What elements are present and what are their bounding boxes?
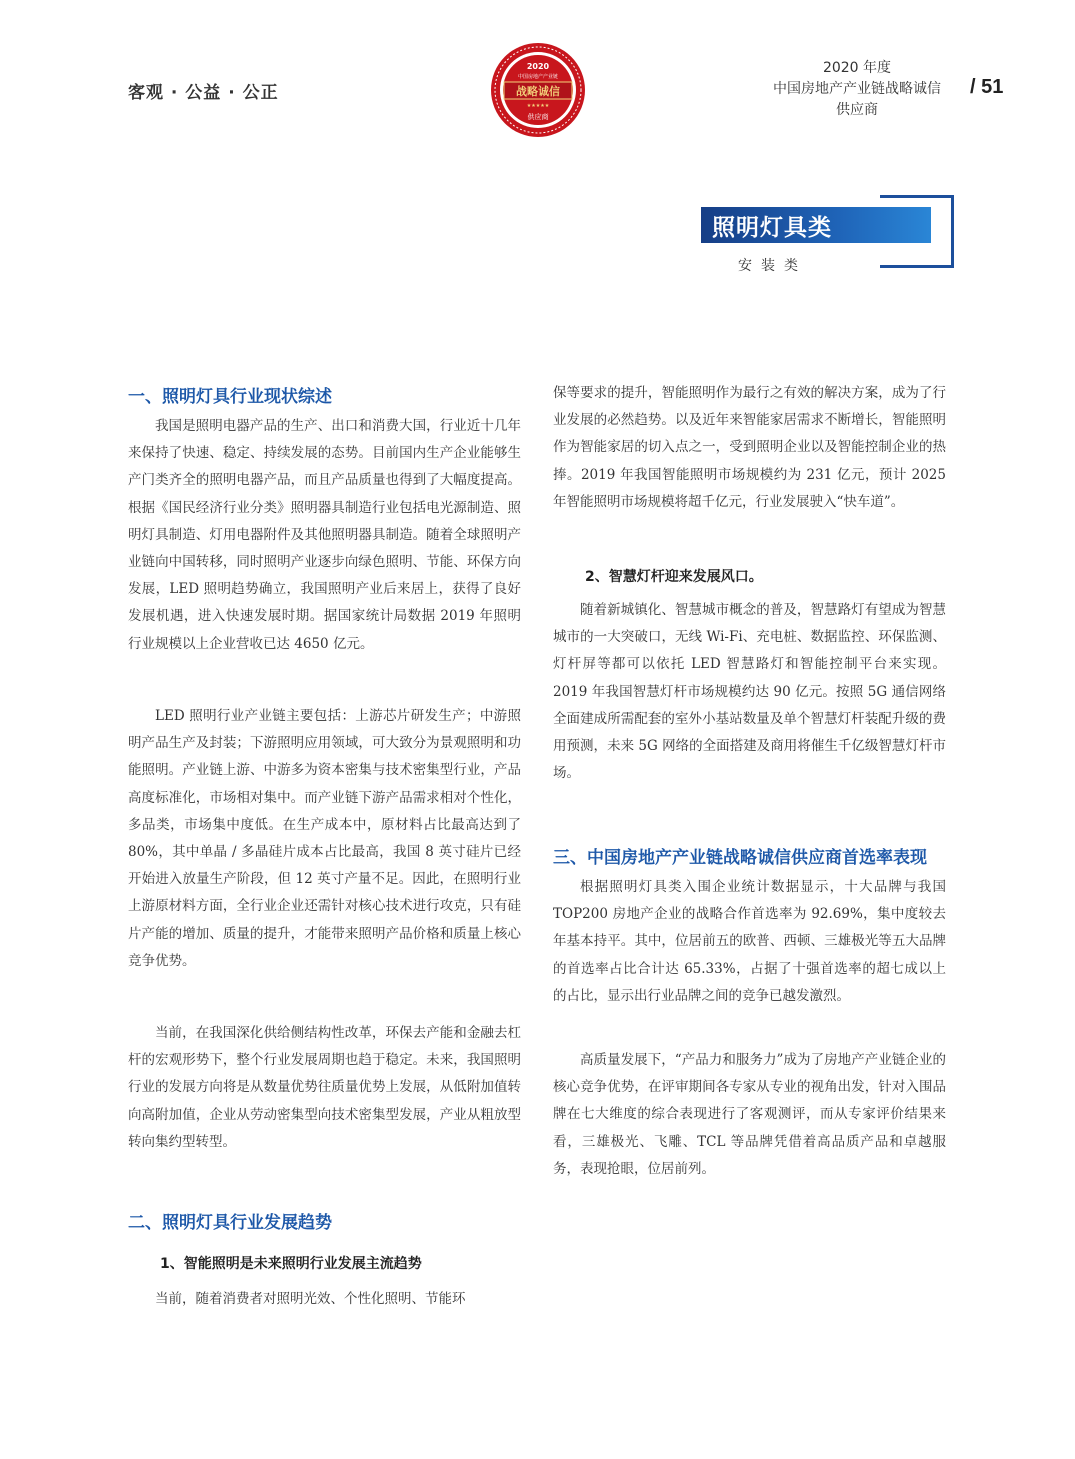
section-3-title: 三、中国房地产产业链战略诚信供应商首选率表现 [553,848,927,868]
header-report-title-2: 供应商 [836,102,878,118]
section-2-title: 二、照明灯具行业发展趋势 [128,1213,332,1233]
section-2-paragraph-1-continued: 保等要求的提升，智能照明作为最行之有效的解决方案，成为了行业发展的必然趋势。以及近年来智能家居需求不断增长，智能照明作为智能家居的切入点之一，受到照明企业以及智能控制企业的热捧。2019 年我国智能照明市场规模约为 231 亿元，预计 2025 年智能照明市场规模将超千亿元，行业发展驶入“快车道”。 [553,385,946,510]
section-2-subtitle-2: 2、智慧灯杆迎来发展风口。 [585,569,763,585]
seal-year: 2020 [526,62,550,71]
header-motto: 客观 · 公益 · 公正 [128,83,279,103]
header-report-title: 中国房地产产业链战略诚信 [773,81,941,97]
page-number: / 51 [970,76,1004,98]
header-report-info [742,58,972,121]
section-2-paragraph-2: 随着新城镇化、智慧城市概念的普及，智慧路灯有望成为智慧城市的一大突破口，无线 Wi-Fi、充电桩、数据监控、环保监测、灯杆屏等都可以依托 LED 智慧路灯和智能控制平台来实现。2019 年我国智慧灯杆市场规模约达 90 亿元。按照 5G 通信网络全面建成所需配套的室外小基站数量及单个智慧灯杆装配升级的费用预测，未来 5G 网络的全面搭建及商用将催生千亿级智慧灯杆市场。 [553,602,946,782]
section-3-paragraph-1: 根据照明灯具类入围企业统计数据显示，十大品牌与我国 TOP200 房地产企业的战略合作首选率为 92.69%，集中度较去年基本持平。其中，位居前五的欧普、西顿、三雄极光等五大品牌的首选率占比合计达 65.33%，占据了十强首选率的超七成以上的占比，显示出行业品牌之间的竞争已越发激烈。 [553,879,946,1004]
seal-stars: ★★★★★ [526,103,550,109]
section-1-title: 一、照明灯具行业现状综述 [128,387,332,407]
seal-bottom-text: 供应商 [527,113,549,121]
section-1-paragraph-1: 我国是照明电器产品的生产、出口和消费大国，行业近十几年来保持了快速、稳定、持续发展的态势。目前国内生产企业能够生产门类齐全的照明电器产品，而且产品质量也得到了大幅度提高。根据《国民经济行业分类》照明器具制造行业包括电光源制造、照明灯具制造、灯用电器附件及其他照明器具制造。随着全球照明产业链向中国转移，同时照明产业逐步向绿色照明、节能、环保方向发展，LED 照明趋势确立，我国照明产业后来居上，获得了良好发展机遇，进入快速发展时期。据国家统计局数据 2019 年照明行业规模以上企业营收已达 4650 亿元。 [128,418,521,652]
seal-logo [490,42,586,138]
section-3-paragraph-2: 高质量发展下，“产品力和服务力”成为了房地产产业链企业的核心竞争优势，在评审期间各专家从专业的视角出发，针对入围品牌在七大维度的综合表现进行了客观测评，而从专家评价结果来看，三雄极光、飞雕、TCL 等品牌凭借着高品质产品和卓越服务，表现抢眼，位居前列。 [553,1052,946,1177]
section-1-paragraph-2: LED 照明行业产业链主要包括：上游芯片研发生产；中游照明产品生产及封装；下游照明应用领域，可大致分为景观照明和功能照明。产业链上游、中游多为资本密集与技术密集型行业，产品高度标准化，市场相对集中。而产业链下游产品需求相对个性化，多品类，市场集中度低。在生产成本中，原材料占比最高达到了 80%，其中单晶 / 多晶硅片成本占比最高，我国 8 英寸硅片已经开始进入放量生产阶段，但 12 英寸产量不足。因此，在照明行业上游原材料方面，全行业企业还需针对核心技术进行攻克，只有硅片产能的增加、质量的提升，才能带来照明产品价格和质量上核心竞争优势。 [128,708,521,969]
seal-main-text: 战略诚信 [516,85,560,98]
header-year-title: 2020 年度 [822,60,892,76]
category-subtitle: 安装类 [738,258,807,274]
category-title: 照明灯具类 [712,215,832,241]
section-2-subtitle-1: 1、智能照明是未来照明行业发展主流趋势 [160,1256,422,1272]
seal-line1: 中国房地产产业链 [517,74,559,80]
section-1-paragraph-3: 当前，在我国深化供给侧结构性改革，环保去产能和金融去杠杆的宏观形势下，整个行业发展周期也趋于稳定。未来，我国照明行业的发展方向将是从数量优势往质量优势上发展，从低附加值转向高附加值，企业从劳动密集型向技术密集型发展，产业从粗放型转向集约型转型。 [128,1025,521,1150]
section-2-paragraph-1-start: 当前，随着消费者对照明光效、个性化照明、节能环 [155,1291,466,1307]
